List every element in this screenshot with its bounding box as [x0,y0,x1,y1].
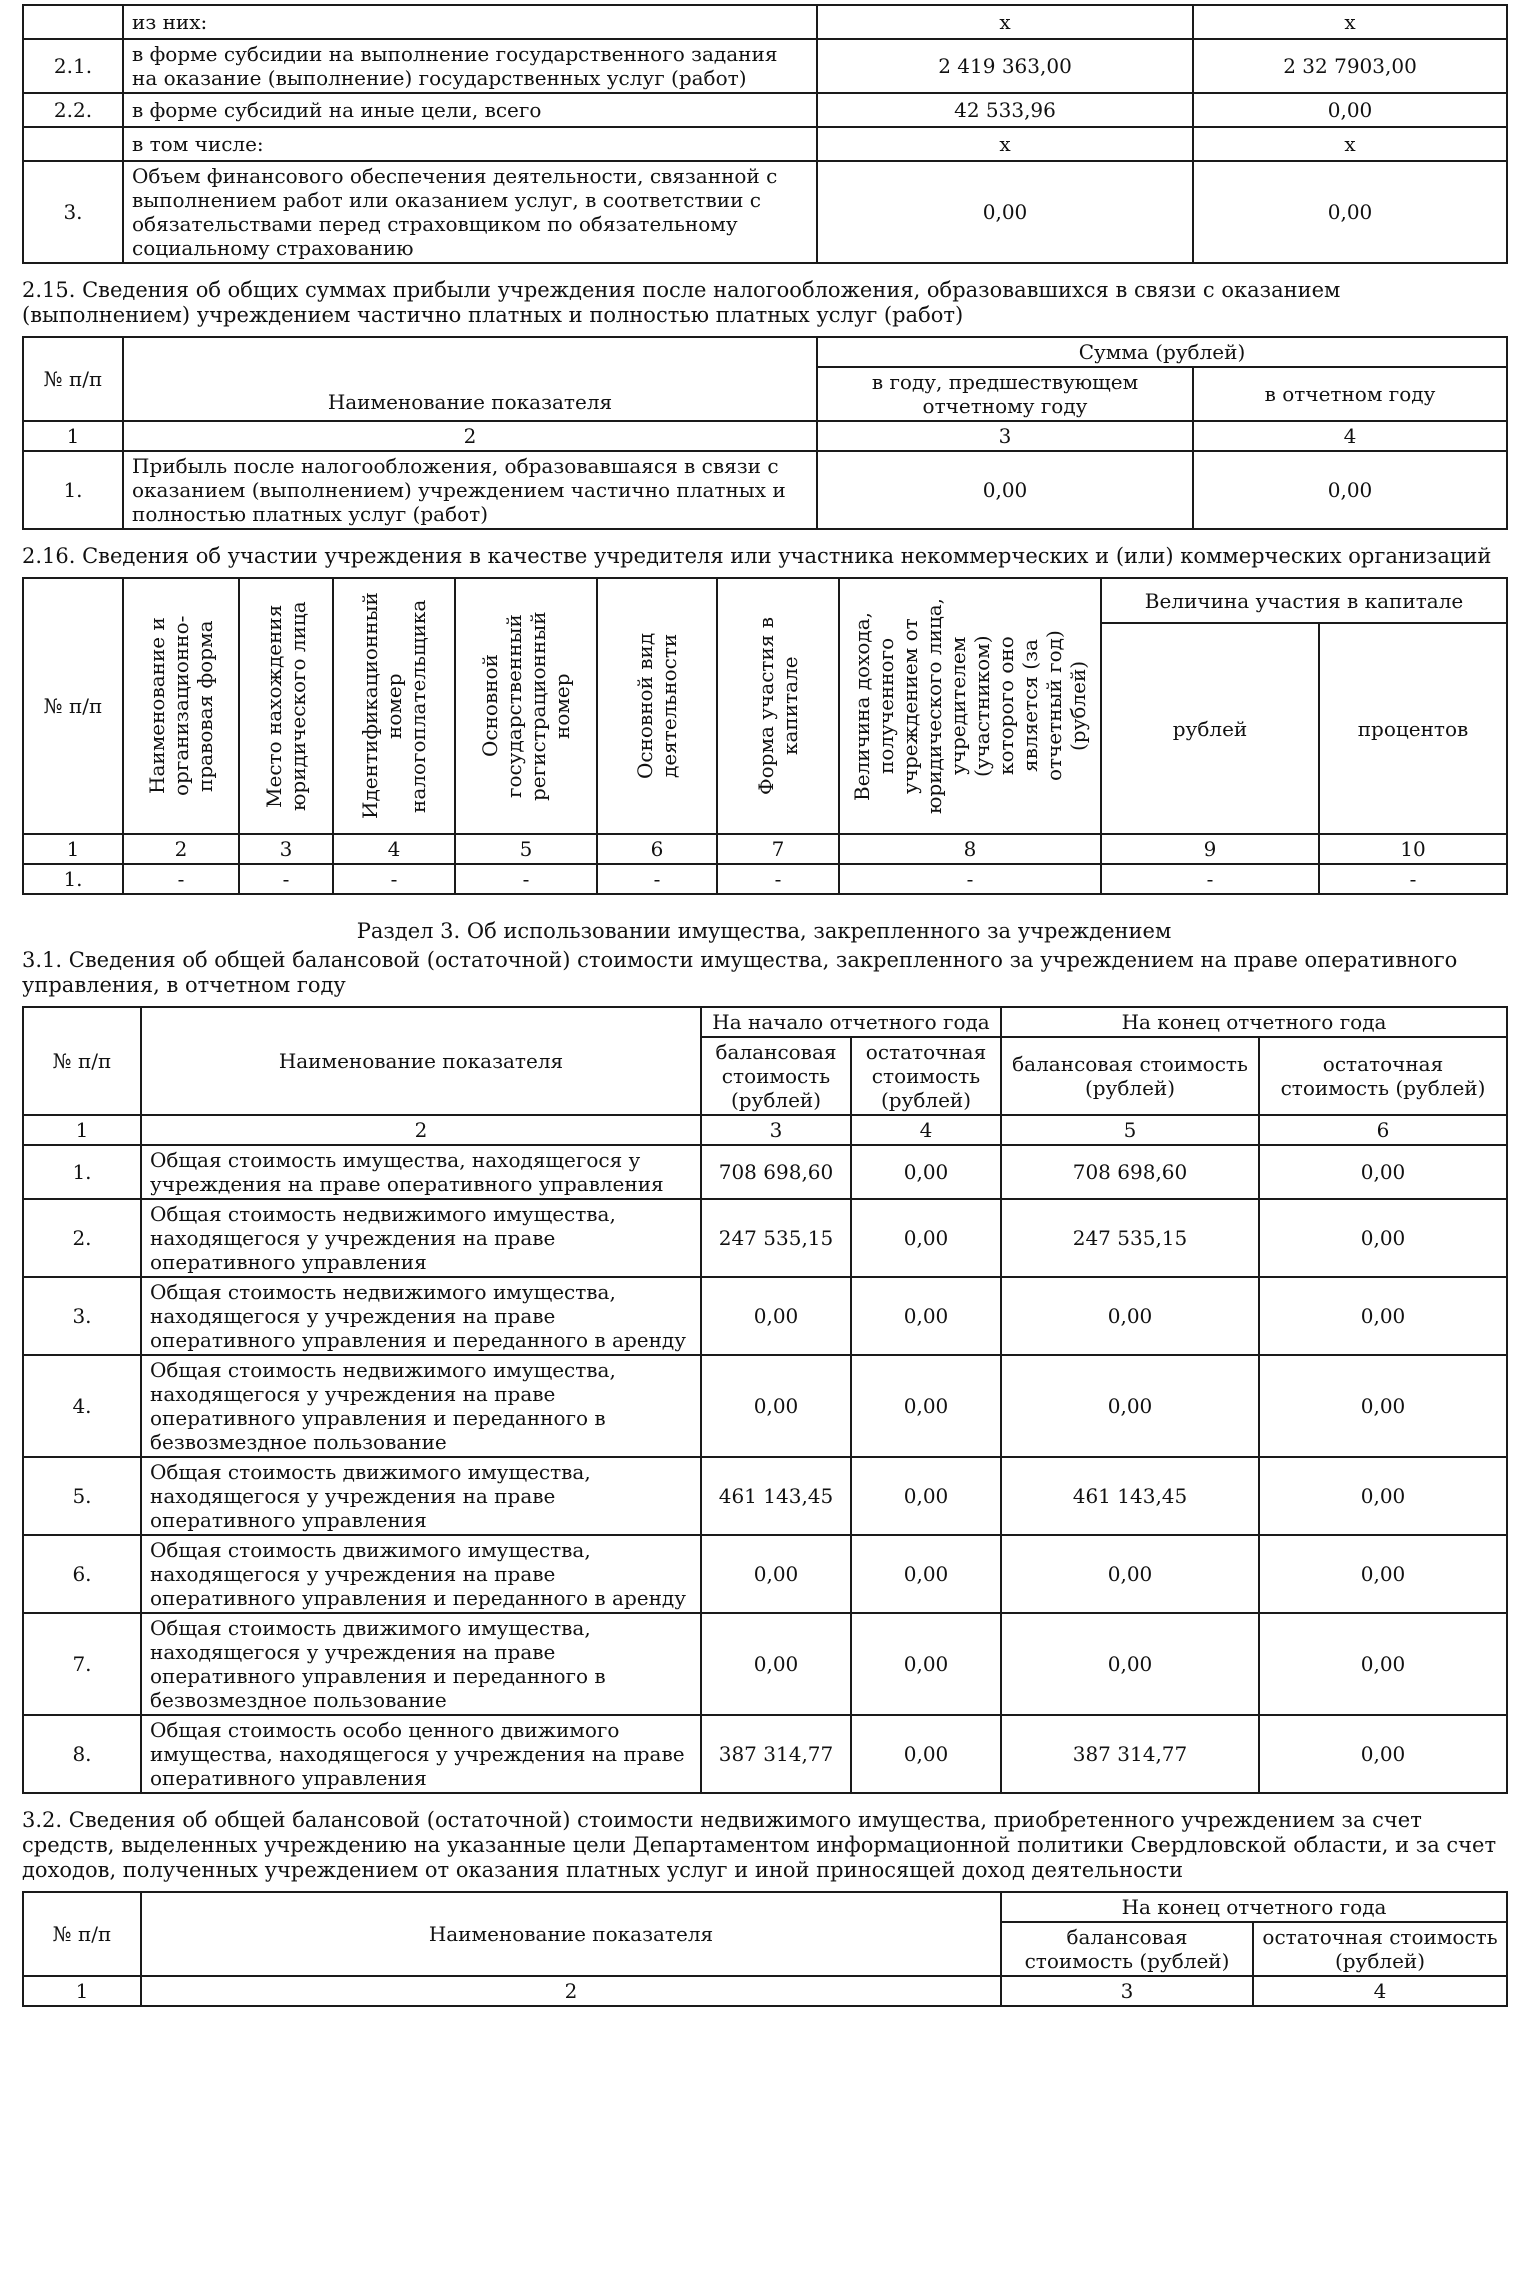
col-header-rub: рублей [1101,623,1319,834]
col-header-income: Величина дохода, полученного учреждением от юридического лица, учредителем (участником) которого оно является (за отчетный год) (рублей) [850,597,1090,815]
document-page [22,4,1506,2007]
col-header-ogrn: Основной государственный регистрационный номер [478,611,574,801]
table-row [23,1199,1507,1277]
row-value: - [717,864,839,894]
col-number: 4 [1193,421,1507,451]
col-number: 4 [1253,1976,1507,2006]
col-header-prev-year: в году, предшествующем отчетному году [817,367,1193,421]
row-value: 0,00 [851,1277,1001,1355]
section-3-heading: Раздел 3. Об использовании имущества, закрепленного за учреждением [356,919,1172,943]
row-number: 4. [23,1355,141,1457]
col-header-bal: балансовая стоимость (рублей) [1001,1922,1253,1976]
col-header-bal-start: балансовая стоимость (рублей) [701,1037,851,1115]
table-row [23,1457,1507,1535]
row-name: Общая стоимость недвижимого имущества, находящегося у учреждения на праве оперативного управления и переданного в безвозмездное пользование [141,1355,701,1457]
col-header-pct: процентов [1319,623,1507,834]
col-number: 2 [123,421,817,451]
col-header-num: № п/п [23,337,123,421]
row-number: 1. [23,1145,141,1199]
col-header-org-name: Наименование и организационно-правовая форма [145,615,217,797]
table-row [23,127,1507,161]
col-header-rest: остаточная стоимость (рублей) [1253,1922,1507,1976]
col-header-num: № п/п [23,1007,141,1115]
row-number: 2.2. [23,93,123,127]
row-value: 0,00 [1259,1355,1507,1457]
col-number: 10 [1319,834,1507,864]
table-row [23,451,1507,529]
funding-table [22,4,1508,264]
col-number: 1 [23,834,123,864]
row-value: 387 314,77 [701,1715,851,1793]
row-value-prev: 42 533,96 [817,93,1193,127]
row-number: 3. [23,1277,141,1355]
row-value: - [1101,864,1319,894]
row-value: 0,00 [701,1277,851,1355]
col-number: 8 [839,834,1101,864]
row-value-cur: х [1193,127,1507,161]
row-number [23,127,123,161]
row-value: 0,00 [851,1535,1001,1613]
table-row [23,5,1507,39]
row-value: 461 143,45 [1001,1457,1259,1535]
row-name: в форме субсидий на иные цели, всего [123,93,817,127]
row-value-cur: 0,00 [1193,93,1507,127]
table-row [23,1715,1507,1793]
table-row [23,93,1507,127]
col-number: 6 [1259,1115,1507,1145]
row-value: 247 535,15 [1001,1199,1259,1277]
row-number: 2.1. [23,39,123,93]
col-header-participation-form: Форма участия в капитале [754,616,802,796]
row-value: - [455,864,597,894]
row-value: 0,00 [1259,1457,1507,1535]
table-row [23,864,1507,894]
row-number: 2. [23,1199,141,1277]
row-value: 0,00 [851,1613,1001,1715]
col-header-end: На конец отчетного года [1001,1892,1507,1922]
col-header-rest-end: остаточная стоимость (рублей) [1259,1037,1507,1115]
real-estate-table [22,1891,1508,2007]
row-value: 0,00 [701,1535,851,1613]
profit-table [22,336,1508,530]
col-header-start: На начало отчетного года [701,1007,1001,1037]
row-value: - [239,864,333,894]
row-value-cur: 0,00 [1193,451,1507,529]
col-number: 1 [23,1976,141,2006]
row-value: 708 698,60 [701,1145,851,1199]
row-value: 0,00 [701,1355,851,1457]
row-name: Общая стоимость имущества, находящегося у учреждения на праве оперативного управления [141,1145,701,1199]
row-value: 0,00 [1001,1613,1259,1715]
row-name: в том числе: [123,127,817,161]
row-value: 708 698,60 [1001,1145,1259,1199]
table-row [23,1613,1507,1715]
row-name: Объем финансового обеспечения деятельности, связанной с выполнением работ или оказанием услуг, в соответствии с обязательствами перед страховщиком по обязательному социальному страхованию [123,161,817,263]
row-name: Общая стоимость движимого имущества, находящегося у учреждения на праве оперативного управления и переданного в безвозмездное пользование [141,1613,701,1715]
table-row [23,161,1507,263]
row-name: Общая стоимость движимого имущества, находящегося у учреждения на праве оперативного управления [141,1457,701,1535]
row-value: 0,00 [851,1355,1001,1457]
col-number: 9 [1101,834,1319,864]
col-header-num: № п/п [23,578,123,834]
col-number: 3 [817,421,1193,451]
section-3-1-title: 3.1. Сведения об общей балансовой (остаточной) стоимости имущества, закрепленного за учреждением на праве оперативного управления, в отчетном году [22,948,1458,997]
col-number: 3 [239,834,333,864]
row-number [23,5,123,39]
row-number: 6. [23,1535,141,1613]
row-name: из них: [123,5,817,39]
section-2-16-title: 2.16. Сведения об участии учреждения в качестве учредителя или участника некоммерческих и (или) коммерческих организаций [22,544,1492,568]
table-row [23,1145,1507,1199]
row-value: 0,00 [1259,1613,1507,1715]
col-header-location: Место нахождения юридического лица [262,601,310,811]
row-value: - [839,864,1101,894]
row-value: 461 143,45 [701,1457,851,1535]
col-number: 6 [597,834,717,864]
row-value: 0,00 [1001,1277,1259,1355]
row-value: 0,00 [851,1199,1001,1277]
col-number: 3 [1001,1976,1253,2006]
row-name: Общая стоимость движимого имущества, находящегося у учреждения на праве оперативного управления и переданного в аренду [141,1535,701,1613]
row-value: 0,00 [1259,1145,1507,1199]
row-value: 0,00 [851,1715,1001,1793]
row-name: Общая стоимость недвижимого имущества, находящегося у учреждения на праве оперативного управления [141,1199,701,1277]
row-value-cur: 2 32 7903,00 [1193,39,1507,93]
row-value: 0,00 [1259,1199,1507,1277]
row-value-cur: 0,00 [1193,161,1507,263]
row-value: - [123,864,239,894]
row-value: 0,00 [1001,1355,1259,1457]
row-number: 1. [23,451,123,529]
row-value-cur: х [1193,5,1507,39]
row-number: 7. [23,1613,141,1715]
section-2-15-title: 2.15. Сведения об общих суммах прибыли учреждения после налогообложения, образовавшихся в связи с оказанием (выполнением) учреждением частично платных и полностью платных услуг (работ) [22,278,1341,327]
col-header-rest-start: остаточная стоимость (рублей) [851,1037,1001,1115]
col-number: 5 [1001,1115,1259,1145]
row-value: 0,00 [1001,1535,1259,1613]
row-value: 0,00 [1259,1277,1507,1355]
row-value: - [333,864,455,894]
col-header-name: Наименование показателя [123,337,817,421]
row-value: 247 535,15 [701,1199,851,1277]
col-header-bal-end: балансовая стоимость (рублей) [1001,1037,1259,1115]
col-header-sum: Сумма (рублей) [817,337,1507,367]
row-name: Прибыль после налогообложения, образовавшаяся в связи с оказанием (выполнением) учреждением частично платных и полностью платных услуг (работ) [123,451,817,529]
row-value: 0,00 [1259,1535,1507,1613]
col-header-activity: Основной вид деятельности [633,632,681,780]
row-value-prev: х [817,127,1193,161]
col-header-end: На конец отчетного года [1001,1007,1507,1037]
property-table [22,1006,1508,1794]
col-header-name: Наименование показателя [141,1007,701,1115]
col-number: 2 [141,1115,701,1145]
col-number: 5 [455,834,597,864]
row-number: 3. [23,161,123,263]
row-value-prev: х [817,5,1193,39]
row-number: 5. [23,1457,141,1535]
col-number: 7 [717,834,839,864]
col-number: 2 [123,834,239,864]
col-header-inn: Идентификационный номер налогоплательщика [358,592,430,820]
row-number: 8. [23,1715,141,1793]
participation-table [22,577,1508,895]
col-number: 4 [851,1115,1001,1145]
row-value: 387 314,77 [1001,1715,1259,1793]
row-name: Общая стоимость недвижимого имущества, находящегося у учреждения на праве оперативного управления и переданного в аренду [141,1277,701,1355]
col-header-capital: Величина участия в капитале [1101,578,1507,623]
col-number: 4 [333,834,455,864]
row-value: - [597,864,717,894]
row-value: 0,00 [701,1613,851,1715]
row-value: 0,00 [851,1457,1001,1535]
row-value-prev: 0,00 [817,451,1193,529]
table-row [23,1355,1507,1457]
row-value: 0,00 [1259,1715,1507,1793]
col-number: 3 [701,1115,851,1145]
col-number: 1 [23,421,123,451]
row-value-prev: 2 419 363,00 [817,39,1193,93]
row-value-prev: 0,00 [817,161,1193,263]
col-header-num: № п/п [23,1892,141,1976]
table-row [23,1535,1507,1613]
row-value: 0,00 [851,1145,1001,1199]
row-number: 1. [23,864,123,894]
col-number: 1 [23,1115,141,1145]
table-row [23,39,1507,93]
section-3-2-title: 3.2. Сведения об общей балансовой (остаточной) стоимости недвижимого имущества, приобретенного учреждением за счет средств, выделенных учреждению на указанные цели Департаментом информационной политики Свердловской области, и за счет доходов, полученных учреждением от оказания платных услуг и иной приносящей доход деятельности [22,1808,1497,1882]
row-value: - [1319,864,1507,894]
col-number: 2 [141,1976,1001,2006]
col-header-name: Наименование показателя [141,1892,1001,1976]
col-header-current-year: в отчетном году [1193,367,1507,421]
table-row [23,1277,1507,1355]
row-name: Общая стоимость особо ценного движимого имущества, находящегося у учреждения на праве оперативного управления [141,1715,701,1793]
row-name: в форме субсидии на выполнение государственного задания на оказание (выполнение) государственных услуг (работ) [123,39,817,93]
